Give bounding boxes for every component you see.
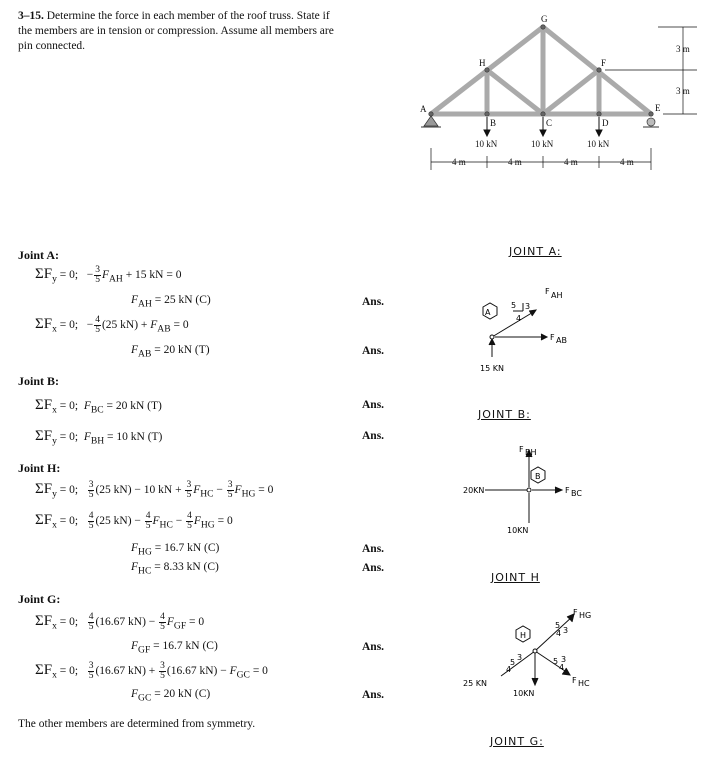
svg-text:F: F [573, 608, 578, 617]
joint-h-title: Joint H: [18, 461, 61, 475]
sketch-joint-h-title: JOINT H [491, 571, 540, 584]
svg-text:20KN: 20KN [463, 486, 485, 495]
svg-text:5: 5 [511, 301, 517, 310]
joint-h-eq-fy: $\Sigma F_y = 0$; $\frac{3}{5}$ (25 kN) − 10 kN + $\frac{3}{5}$ $F_{HC}$ − $\frac{3}{5}$ $F_{HG} = 0$ [35, 480, 274, 500]
answer-marker: Ans. [362, 345, 385, 357]
label-G: G [541, 14, 548, 24]
svg-text:10KN: 10KN [507, 526, 529, 535]
label-B: B [490, 118, 497, 128]
sketch-joint-b [455, 435, 605, 540]
label-H: H [479, 58, 486, 68]
joint-a-eq-fy: $\Sigma F_y = 0$; − $\frac{3}{5}$ $F_{AH} + 15$ kN = 0 [35, 265, 182, 285]
svg-text:F: F [565, 486, 570, 495]
joint-g-fgc-result: $F_{GC} = 20$ kN (C) [131, 688, 211, 704]
joint-a-fah-result: $F_{AH} = 25$ kN (C) [131, 294, 211, 310]
joint-b-eq-fy: $\Sigma F_y = 0$; $F_{BH} = 10$ kN (T) [35, 428, 163, 447]
svg-text:HC: HC [578, 679, 590, 688]
svg-text:4: 4 [556, 629, 562, 638]
svg-text:A: A [485, 308, 491, 317]
svg-text:3: 3 [561, 655, 567, 664]
pin-support-A [424, 116, 438, 126]
svg-text:AB: AB [556, 336, 567, 345]
answer-marker: Ans. [362, 296, 385, 308]
answer-marker: Ans. [362, 543, 385, 555]
problem-text: Determine the force in each member of the roof truss. State if the members are in tension or compression. Assume all members are pin connected. [18, 10, 334, 52]
label-A: A [420, 104, 427, 114]
svg-text:3: 3 [525, 302, 531, 311]
svg-text:B: B [535, 472, 541, 481]
joint-h-fhg-result: $F_{HG} = 16.7$ kN (C) [131, 542, 220, 558]
answer-marker: Ans. [362, 562, 385, 574]
svg-text:BC: BC [571, 489, 582, 498]
truss-figure [415, 10, 705, 180]
problem-statement [18, 9, 336, 54]
label-F: F [601, 58, 607, 68]
joint-a-fab-result: $F_{AB} = 20$ kN (T) [131, 344, 210, 360]
joint-h-fhc-result: $F_{HC} = 8.33$ kN (C) [131, 561, 219, 577]
svg-text:5: 5 [553, 657, 559, 666]
svg-text:3: 3 [517, 653, 523, 662]
sketch-joint-g-title: JOINT G: [490, 735, 544, 748]
svg-text:15 KN: 15 KN [480, 364, 504, 373]
svg-text:F: F [545, 287, 550, 296]
svg-text:H: H [520, 631, 527, 640]
label-D: D [602, 118, 609, 128]
load-label-3: 10 kN [587, 139, 610, 149]
svg-text:F: F [572, 676, 577, 685]
svg-text:4: 4 [516, 314, 522, 323]
svg-text:HG: HG [579, 611, 592, 620]
svg-text:F: F [550, 333, 555, 342]
joint-b-eq-fx: $\Sigma F_x = 0$; $F_{BC} = 20$ kN (T) [35, 397, 162, 416]
joint-g-eq-fy: $\Sigma F_x = 0$; $\frac{3}{5}$ (16.67 kN) + $\frac{3}{5}$ (16.67 $kN) - F_{GC} = 0$ [35, 661, 268, 681]
load-label-2: 10 kN [531, 139, 554, 149]
roller-support-E [647, 118, 655, 126]
joint-a-eq-fx: $\Sigma F_x = 0$; − $\frac{4}{5}$ (25 $kN) + F_{AB} = 0$ [35, 315, 189, 335]
svg-text:4: 4 [506, 665, 512, 674]
sketch-joint-h [455, 598, 635, 708]
answer-marker: Ans. [362, 689, 385, 701]
sketch-joint-a [465, 275, 615, 375]
svg-text:3: 3 [563, 626, 569, 635]
svg-text:BH: BH [525, 448, 537, 457]
span-label-4: 4 m [620, 157, 634, 167]
answer-marker: Ans. [362, 641, 385, 653]
label-E: E [655, 103, 661, 113]
member-FC [543, 70, 599, 114]
sketch-joint-b-title: JOINT B: [478, 408, 531, 421]
label-C: C [546, 118, 553, 128]
footer-note: The other members are determined from symmetry. [18, 718, 256, 730]
sketch-joint-a-title: JOINT A: [509, 245, 562, 258]
svg-text:5: 5 [555, 621, 561, 630]
joint-b-title: Joint B: [18, 374, 60, 388]
span-label-1: 4 m [452, 157, 466, 167]
svg-text:F: F [519, 445, 524, 454]
joint-g-eq-fx: $\Sigma F_x = 0$; $\frac{4}{5}$ (16.67 kN) − $\frac{4}{5}$ $F_{GF} = 0$ [35, 612, 205, 632]
joint-g-title: Joint G: [18, 592, 61, 606]
answer-marker: Ans. [362, 430, 385, 442]
problem-number: 3–15. [18, 10, 44, 22]
load-label-1: 10 kN [475, 139, 498, 149]
joint-g-fgf-result: $F_{GF} = 16.7$ kN (C) [131, 640, 218, 656]
span-label-3: 4 m [564, 157, 578, 167]
joint-h-eq-fx: $\Sigma F_x = 0$; $\frac{4}{5}$ (25 kN) − $\frac{4}{5}$ $F_{HC}$ − $\frac{4}{5}$ $F_{HG} = 0$ [35, 511, 233, 531]
svg-text:5: 5 [510, 658, 516, 667]
height-label-2: 3 m [676, 86, 690, 96]
span-label-2: 4 m [508, 157, 522, 167]
answer-marker: Ans. [362, 399, 385, 411]
truss-members [431, 27, 651, 114]
svg-text:AH: AH [551, 291, 563, 300]
svg-text:4: 4 [559, 663, 565, 672]
joint-a-title: Joint A: [18, 248, 60, 262]
member-HC [487, 70, 543, 114]
height-label-1: 3 m [676, 44, 690, 54]
svg-text:10KN: 10KN [513, 689, 535, 698]
svg-text:25 KN: 25 KN [463, 679, 487, 688]
